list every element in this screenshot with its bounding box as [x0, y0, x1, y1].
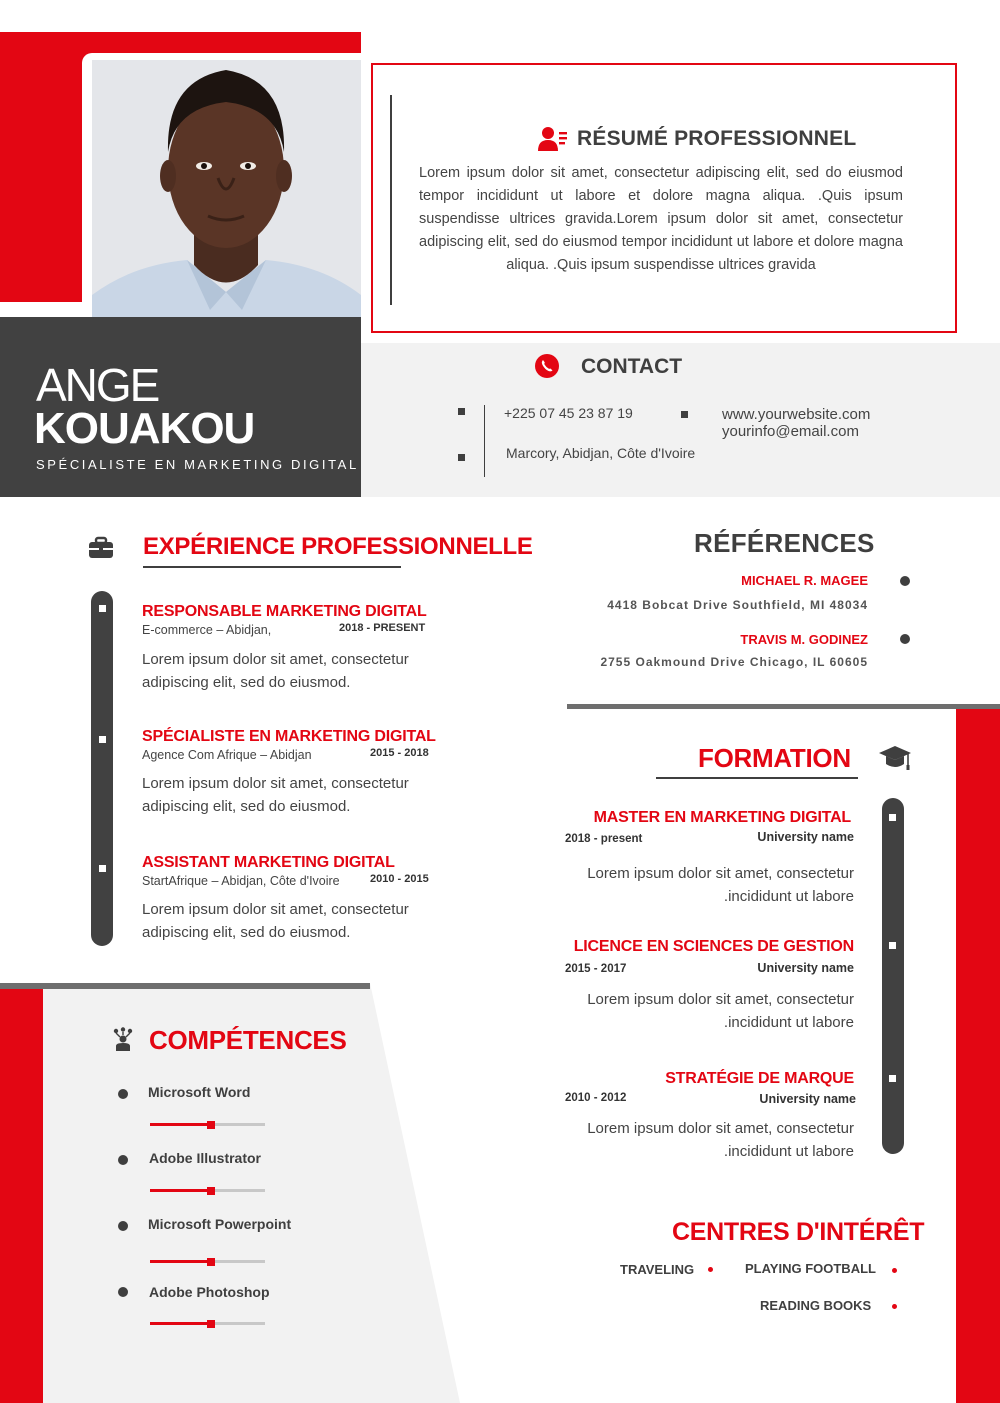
degree-desc-line: .incididunt ut labore [723, 1014, 854, 1031]
skill-name-4: Adobe Photoshop [149, 1284, 270, 1300]
job-desc-3: Lorem ipsum dolor sit amet, consectetur adipiscing elit, sed do eiusmod. [142, 901, 409, 941]
skill-name-2: Adobe Illustrator [149, 1150, 262, 1166]
skill-bullet [118, 1287, 128, 1297]
right-red-strip [956, 709, 1000, 1403]
reference-bullet [900, 634, 910, 644]
job-desc-1: Lorem ipsum dolor sit amet, consectetur adipiscing elit, sed do eiusmod. [142, 651, 409, 691]
reference-bullet [900, 576, 910, 586]
summary-divider [390, 95, 392, 305]
briefcase-icon [88, 536, 114, 560]
interests-heading: CENTRES D'INTÉRÊT [672, 1218, 925, 1246]
interest-item-2: PLAYING FOOTBALL [745, 1261, 876, 1276]
skill-bar-fill [150, 1322, 211, 1325]
degree-years-3: 2010 - 2012 [565, 1092, 627, 1104]
education-heading: FORMATION [698, 743, 851, 773]
degree-desc-line: .incididunt ut labore [723, 888, 854, 905]
degree-desc-line: .incididunt ut labore [723, 1143, 854, 1160]
phone-icon [535, 354, 559, 378]
first-name: ANGE [36, 359, 159, 411]
skill-bullet [118, 1089, 128, 1099]
skill-bullet [118, 1155, 128, 1165]
skill-level-marker [207, 1258, 215, 1266]
skill-name-1: Microsoft Word [148, 1084, 251, 1100]
degree-school-1: University name [757, 830, 854, 844]
job-years-3: 2010 - 2015 [370, 873, 429, 885]
timeline-marker [889, 1075, 896, 1082]
job-place-3: StartAfrique – Abidjan, Côte d'Ivoire [142, 874, 340, 888]
education-top-rule [567, 704, 1000, 709]
skills-top-rule [0, 983, 370, 989]
degree-title-2: LICENCE EN SCIENCES DE GESTION [573, 938, 854, 955]
reference-address-2: 2755 Oakmound Drive Chicago, IL 60605 [600, 655, 868, 669]
summary-text: Lorem ipsum dolor sit amet, consectetur adipiscing elit, sed do eiusmod tempor incididunt ut labore et dolore magna aliqua. .Quis ipsum suspendisse ultrices gravida.Lorem ipsum dolor sit amet, consectetur adipiscing elit, sed do eiusmod tempor incididunt ut labore et dolore magna aliqua. .Quis ipsum suspendisse ultrices gravida [419, 165, 903, 273]
degree-desc-2 [554, 988, 854, 1034]
contact-phone: +225 07 45 23 87 19 [504, 405, 633, 421]
degree-desc-3 [554, 1117, 854, 1163]
reference-name-1: MICHAEL R. MAGEE [741, 573, 868, 588]
skill-bar-fill [150, 1123, 211, 1126]
interest-bullet [892, 1304, 897, 1309]
skill-bullet [118, 1221, 128, 1231]
skills-heading: COMPÉTENCES [149, 1025, 347, 1055]
skill-level-marker [207, 1320, 215, 1328]
skill-bar-fill [150, 1260, 211, 1263]
job-place-1: E-commerce – Abidjan, [142, 623, 272, 637]
degree-title-1: MASTER EN MARKETING DIGITAL [593, 809, 851, 826]
job-desc-2: Lorem ipsum dolor sit amet, consectetur adipiscing elit, sed do eiusmod. [142, 775, 409, 815]
degree-school-3: University name [759, 1092, 856, 1106]
job-years-1: 2018 - PRESENT [339, 622, 426, 634]
skill-level-marker [207, 1121, 215, 1129]
experience-timeline [91, 591, 113, 946]
skill-name-3: Microsoft Powerpoint [148, 1216, 292, 1232]
contact-website[interactable]: www.yourwebsite.com [722, 406, 871, 423]
contact-address: Marcory, Abidjan, Côte d'Ivoire [506, 445, 696, 461]
experience-heading: EXPÉRIENCE PROFESSIONNELLE [143, 533, 533, 560]
interest-item-3: READING BOOKS [760, 1298, 872, 1313]
degree-years-2: 2015 - 2017 [565, 963, 627, 975]
references-heading: RÉFÉRENCES [694, 528, 875, 558]
left-red-strip [0, 989, 43, 1403]
job-title: SPÉCIALISTE EN MARKETING DIGITAL [36, 457, 359, 472]
education-timeline [882, 798, 904, 1154]
degree-desc-line: Lorem ipsum dolor sit amet, consectetur [587, 991, 854, 1008]
reference-address-1: 4418 Bobcat Drive Southfield, MI 48034 [607, 598, 868, 612]
last-name: KOUAKOU [34, 404, 255, 453]
job-years-2: 2015 - 2018 [370, 747, 429, 759]
timeline-marker [889, 942, 896, 949]
contact-divider [484, 405, 485, 477]
contact-heading: CONTACT [581, 355, 683, 378]
interest-item-1: TRAVELING [620, 1262, 695, 1277]
profile-photo [92, 60, 361, 332]
timeline-marker [99, 605, 106, 612]
reference-name-2: TRAVIS M. GODINEZ [740, 632, 868, 647]
degree-desc-line: Lorem ipsum dolor sit amet, consectetur [587, 865, 854, 882]
contact-email[interactable]: yourinfo@email.com [722, 423, 859, 440]
skill-level-marker [207, 1187, 215, 1195]
job-title-2: SPÉCIALISTE EN MARKETING DIGITAL [142, 728, 436, 745]
interest-bullet [708, 1267, 713, 1272]
job-title-3: ASSISTANT MARKETING DIGITAL [142, 854, 395, 871]
summary-heading: RÉSUMÉ PROFESSIONNEL [577, 127, 857, 150]
education-underline [656, 777, 858, 779]
timeline-marker [99, 736, 106, 743]
job-title-1: RESPONSABLE MARKETING DIGITAL [142, 603, 427, 620]
experience-underline [143, 566, 401, 568]
timeline-marker [889, 814, 896, 821]
degree-school-2: University name [757, 961, 854, 975]
contact-bullet [681, 411, 688, 418]
degree-desc-line: Lorem ipsum dolor sit amet, consectetur [587, 1120, 854, 1137]
graduation-cap-icon [878, 744, 912, 774]
degree-years-1: 2018 - present [565, 833, 643, 845]
contact-bullet [458, 408, 465, 415]
degree-title-3: STRATÉGIE DE MARQUE [665, 1070, 854, 1087]
contact-bullet [458, 454, 465, 461]
user-list-icon [538, 126, 568, 152]
degree-desc-1 [554, 862, 854, 908]
interest-bullet [892, 1268, 897, 1273]
skill-bar-fill [150, 1189, 211, 1192]
timeline-marker [99, 865, 106, 872]
person-ideas-icon [111, 1027, 137, 1051]
job-place-2: Agence Com Afrique – Abidjan [142, 748, 312, 762]
